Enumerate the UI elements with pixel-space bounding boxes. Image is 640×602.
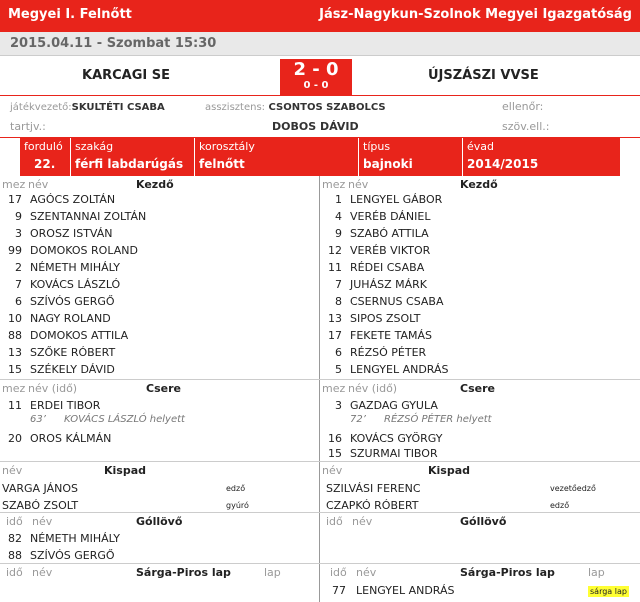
col-label: név	[356, 566, 377, 579]
section-header: Kispad	[428, 464, 471, 477]
section-header: Kezdő	[460, 178, 498, 191]
home-bench-name[interactable]: SZABÓ ZSOLT	[2, 499, 79, 512]
assistants: CSONTOS SZABOLCS	[268, 102, 386, 113]
away-starter-player[interactable]: JUHÁSZ MÁRK	[350, 278, 427, 291]
branch: férfi labdarúgás	[75, 157, 184, 171]
home-starter-player[interactable]: KOVÁCS LÁSZLÓ	[30, 278, 121, 291]
assistant2: DOBOS DÁVID	[272, 120, 359, 133]
home-starter-player[interactable]: SZŐKE RÓBERT	[30, 346, 116, 359]
away-starter-number: 7	[335, 278, 342, 291]
date-bar	[0, 32, 640, 56]
controller-label: ellenőr:	[502, 100, 544, 113]
away-starter-player[interactable]: SZABÓ ATTILA	[350, 227, 429, 240]
home-starter-number: 88	[8, 329, 22, 342]
score-box	[280, 59, 352, 95]
home-starter-number: 15	[8, 363, 22, 376]
section-header: Csere	[460, 382, 495, 395]
divider	[0, 512, 640, 513]
home-scorer-name[interactable]: SZÍVÓS GERGŐ	[30, 549, 115, 562]
referee: SKULTÉTI CSABA	[71, 102, 165, 113]
header-bar	[0, 0, 640, 32]
section-header: Kezdő	[136, 178, 174, 191]
home-scorer-name[interactable]: NÉMETH MIHÁLY	[30, 532, 121, 545]
col-label: lap	[264, 566, 281, 579]
away-bench-role: edző	[550, 501, 570, 510]
home-starter-number: 7	[15, 278, 22, 291]
col-label: idő	[6, 566, 23, 579]
col-label: név	[348, 178, 369, 191]
col-label: név	[28, 178, 49, 191]
league-title: Megyei I. Felnőtt	[8, 7, 132, 22]
col-label: mez	[322, 178, 346, 191]
away-starter-player[interactable]: VERÉB DÁNIEL	[350, 210, 431, 223]
home-starter-player[interactable]: SZENTANNAI ZOLTÁN	[30, 210, 147, 223]
home-bench-role: gyúró	[226, 501, 249, 510]
col-label: mez	[2, 382, 26, 395]
away-team[interactable]: ÚJSZÁSZI VVSE	[428, 68, 539, 83]
home-sub-player[interactable]: ERDEI TIBOR	[30, 399, 101, 412]
reserve-label: tartjv.:	[10, 120, 46, 133]
home-team[interactable]: KARCAGI SE	[82, 68, 171, 83]
home-starter-player[interactable]: OROSZ ISTVÁN	[30, 227, 113, 240]
away-starter-number: 6	[335, 346, 342, 359]
home-starter-number: 3	[15, 227, 22, 240]
section-header: Csere	[146, 382, 181, 395]
col-label: név	[352, 515, 373, 528]
away-starter-number: 1	[335, 193, 342, 206]
col-label: mez	[2, 178, 26, 191]
match-date: 2015.04.11 - Szombat 15:30	[10, 36, 217, 51]
away-sub-number: 15	[328, 447, 342, 460]
lineups	[0, 176, 640, 602]
away-starter-player[interactable]: LENGYEL GÁBOR	[350, 193, 443, 206]
section-header: Góllövő	[460, 515, 507, 528]
divider	[0, 563, 640, 564]
home-starter-player[interactable]: NAGY ROLAND	[30, 312, 111, 325]
away-starter-player[interactable]: CSERNUS CSABA	[350, 295, 444, 308]
away-starter-number: 8	[335, 295, 342, 308]
section-header: Sárga-Piros lap	[136, 566, 231, 579]
away-starter-number: 13	[328, 312, 342, 325]
category-bar	[20, 138, 620, 176]
home-sub-number: 11	[8, 399, 22, 412]
away-sub-time: 72’	[350, 414, 366, 425]
home-starter-number: 2	[15, 261, 22, 274]
away-starter-number: 9	[335, 227, 342, 240]
season: 2014/2015	[467, 157, 539, 171]
round: 22.	[34, 157, 56, 171]
away-starter-player[interactable]: SIPOS ZSOLT	[350, 312, 421, 325]
age-label: korosztály	[199, 140, 255, 153]
home-sub-number: 20	[8, 432, 22, 445]
season-label: évad	[467, 140, 495, 153]
home-starter-number: 9	[15, 210, 22, 223]
home-starter-number: 99	[8, 244, 22, 257]
home-bench-role: edző	[226, 484, 246, 493]
col-label: lap	[588, 566, 605, 579]
away-starter-number: 12	[328, 244, 342, 257]
col-label: név (idő)	[28, 382, 78, 395]
away-starter-player[interactable]: RÉZSÓ PÉTER	[350, 346, 427, 359]
home-starter-player[interactable]: NÉMETH MIHÁLY	[30, 261, 121, 274]
col-label: idő	[330, 566, 347, 579]
away-bench-name[interactable]: SZILVÁSI FERENC	[326, 482, 421, 495]
away-sub-number: 3	[335, 399, 342, 412]
home-sub-player[interactable]: OROS KÁLMÁN	[30, 432, 112, 445]
away-bench-name[interactable]: CZAPKÓ RÓBERT	[326, 499, 419, 512]
home-starter-number: 6	[15, 295, 22, 308]
away-card-name[interactable]: LENGYEL ANDRÁS	[356, 584, 455, 597]
col-label: név	[322, 464, 343, 477]
round-label: forduló	[24, 140, 63, 153]
referee-label: játékvezető:	[10, 102, 72, 113]
type-label: típus	[363, 140, 391, 153]
away-starter-number: 5	[335, 363, 342, 376]
authority-title: Jász-Nagykun-Szolnok Megyei Igazgatóság	[319, 7, 632, 22]
col-label: név	[32, 566, 53, 579]
away-starter-number: 11	[328, 261, 342, 274]
away-sub-player[interactable]: KOVÁCS GYÖRGY	[350, 432, 443, 445]
divider	[0, 379, 640, 380]
officials-box	[0, 96, 640, 138]
type: bajnoki	[363, 157, 413, 171]
away-card-time: 77	[332, 584, 346, 597]
home-starter-player[interactable]: DOMOKOS ROLAND	[30, 244, 138, 257]
home-starter-player[interactable]: SZÍVÓS GERGŐ	[30, 295, 115, 308]
away-starter-player[interactable]: RÉDEI CSABA	[350, 261, 425, 274]
home-bench-name[interactable]: VARGA JÁNOS	[2, 482, 78, 495]
final-score: 2 - 0	[293, 59, 339, 80]
away-sub-number: 16	[328, 432, 342, 445]
home-scorer-time: 88	[8, 549, 22, 562]
observer-label: szöv.ell.:	[502, 120, 550, 133]
col-label: név	[32, 515, 53, 528]
home-starter-player[interactable]: DOMOKOS ATTILA	[30, 329, 129, 342]
col-label: idő	[6, 515, 23, 528]
home-starter-number: 10	[8, 312, 22, 325]
home-sub-time: 63’	[30, 414, 46, 425]
away-starter-number: 4	[335, 210, 342, 223]
away-sub-player[interactable]: GAZDAG GYULA	[350, 399, 438, 412]
assistants-label: asszisztens:	[205, 102, 266, 113]
away-starter-player[interactable]: FEKETE TAMÁS	[350, 329, 432, 342]
section-header: Kispad	[104, 464, 147, 477]
home-starter-player[interactable]: AGÓCS ZOLTÁN	[30, 193, 116, 206]
home-starter-player[interactable]: SZÉKELY DÁVID	[30, 363, 115, 376]
col-label: idő	[326, 515, 343, 528]
branch-label: szakág	[75, 140, 114, 153]
away-sub-note: RÉZSÓ PÉTER helyett	[384, 414, 492, 425]
away-starter-number: 17	[328, 329, 342, 342]
away-starter-player[interactable]: LENGYEL ANDRÁS	[350, 363, 449, 376]
col-label: mez	[322, 382, 346, 395]
away-bench-role: vezetőedző	[550, 484, 596, 493]
home-scorer-time: 82	[8, 532, 22, 545]
col-label: név	[2, 464, 23, 477]
yellow-card-badge: sárga lap	[590, 587, 627, 596]
halftime-score: 0 - 0	[303, 80, 329, 91]
home-starter-number: 13	[8, 346, 22, 359]
section-header: Sárga-Piros lap	[460, 566, 555, 579]
home-sub-note: KOVÁCS LÁSZLÓ helyett	[64, 414, 185, 425]
section-header: Góllövő	[136, 515, 183, 528]
col-label: név (idő)	[348, 382, 398, 395]
age: felnőtt	[199, 157, 245, 171]
away-starter-player[interactable]: VERÉB VIKTOR	[350, 244, 431, 257]
divider	[0, 461, 640, 462]
home-starter-number: 17	[8, 193, 22, 206]
away-sub-player[interactable]: SZURMAI TIBOR	[350, 447, 438, 460]
